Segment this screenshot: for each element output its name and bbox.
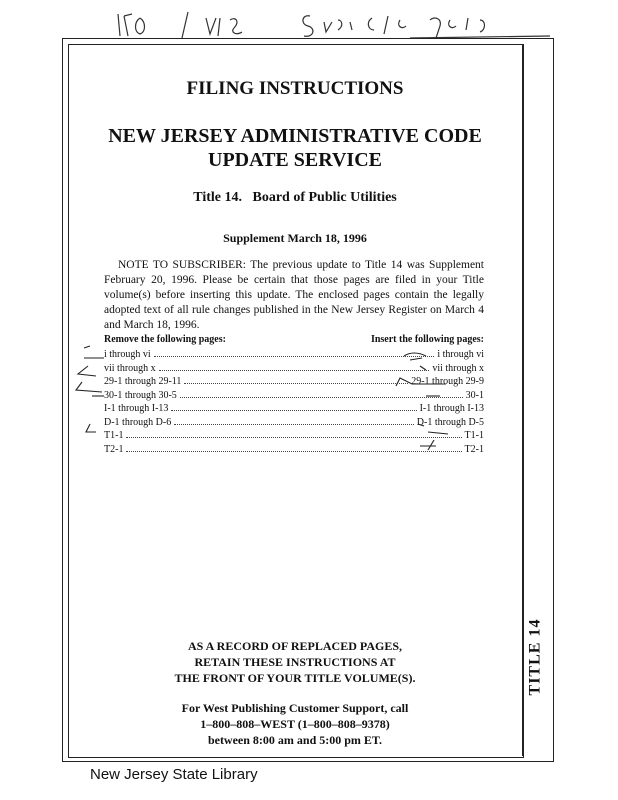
remove-pages: 30-1 through 30-5: [104, 389, 177, 401]
dot-leader: [171, 402, 416, 411]
insert-pages: D-1 through D-5: [416, 416, 484, 428]
table-row: [104, 389, 484, 403]
code-title: [68, 124, 522, 172]
subscriber-note: NOTE TO SUBSCRIBER: The previous update to Title 14 was Supplement February 20, 1996. Please be certain that those pages are filed in your Title volume(s) before inserting this update. The enclosed pages contain the legally adopted text of all rule changes published in the New Jersey Register on March 4 and March 18, 1996.: [104, 259, 484, 331]
supplement-date: Supplement March 18, 1996: [223, 231, 367, 245]
remove-pages: 29-1 through 29-11: [104, 376, 182, 387]
dot-leader: [174, 416, 414, 425]
remove-pages: vii through x: [104, 362, 156, 374]
remove-header: Remove the following pages:: [104, 334, 226, 345]
table-row: [104, 443, 484, 457]
insert-pages: 30-1: [465, 389, 484, 401]
record-notice-line2: RETAIN THESE INSTRUCTIONS AT: [194, 655, 396, 669]
dot-leader: [126, 429, 461, 438]
insert-pages: vii through x: [432, 362, 484, 374]
table-row: [104, 348, 484, 362]
dot-leader: [126, 443, 461, 452]
table-row: [104, 416, 484, 430]
table-row: [104, 375, 484, 389]
handwritten-annotation: [110, 8, 550, 42]
remove-pages: T2-1: [104, 443, 124, 455]
insert-pages: 29-1 through 29-9: [411, 376, 484, 387]
title-line: Title 14. Board of Public Utilities: [193, 190, 397, 205]
insert-pages: i through vi: [437, 349, 484, 360]
remove-pages: D-1 through D-6: [104, 416, 172, 428]
remove-pages: I-1 through I-13: [104, 403, 169, 414]
remove-pages: i through vi: [104, 349, 151, 360]
code-title-line2: UPDATE SERVICE: [208, 149, 382, 171]
code-title-line1: NEW JERSEY ADMINISTRATIVE CODE: [108, 125, 482, 147]
dot-leader: [159, 362, 430, 371]
table-row: [104, 429, 484, 443]
pages-table: [104, 348, 484, 456]
table-row: [104, 362, 484, 376]
support-hours: between 8:00 am and 5:00 pm ET.: [207, 733, 383, 747]
document-title: FILING INSTRUCTIONS: [186, 78, 404, 99]
dot-leader: [154, 348, 435, 357]
record-notice-line1: AS A RECORD OF REPLACED PAGES,: [187, 639, 403, 653]
support-line1: For West Publishing Customer Support, call: [181, 701, 409, 715]
support-phone: 1–800–808–WEST (1–800–808–9378): [200, 717, 390, 731]
dot-leader: [184, 375, 408, 384]
record-notice: [68, 638, 522, 686]
insert-pages: T1-1: [464, 430, 484, 441]
insert-pages: I-1 through I-13: [419, 403, 484, 414]
side-tab-label: [520, 612, 550, 702]
record-notice-line3: THE FRONT OF YOUR TITLE VOLUME(S).: [174, 671, 416, 685]
side-tab-text: TITLE 14: [526, 618, 544, 696]
library-stamp: New Jersey State Library: [90, 766, 258, 783]
dot-leader: [180, 389, 463, 398]
insert-pages: T2-1: [464, 443, 484, 455]
remove-pages: T1-1: [104, 430, 124, 441]
pages-table-header: [104, 334, 484, 345]
insert-header: Insert the following pages:: [370, 334, 484, 345]
table-row: [104, 402, 484, 416]
support-info: [68, 700, 522, 748]
